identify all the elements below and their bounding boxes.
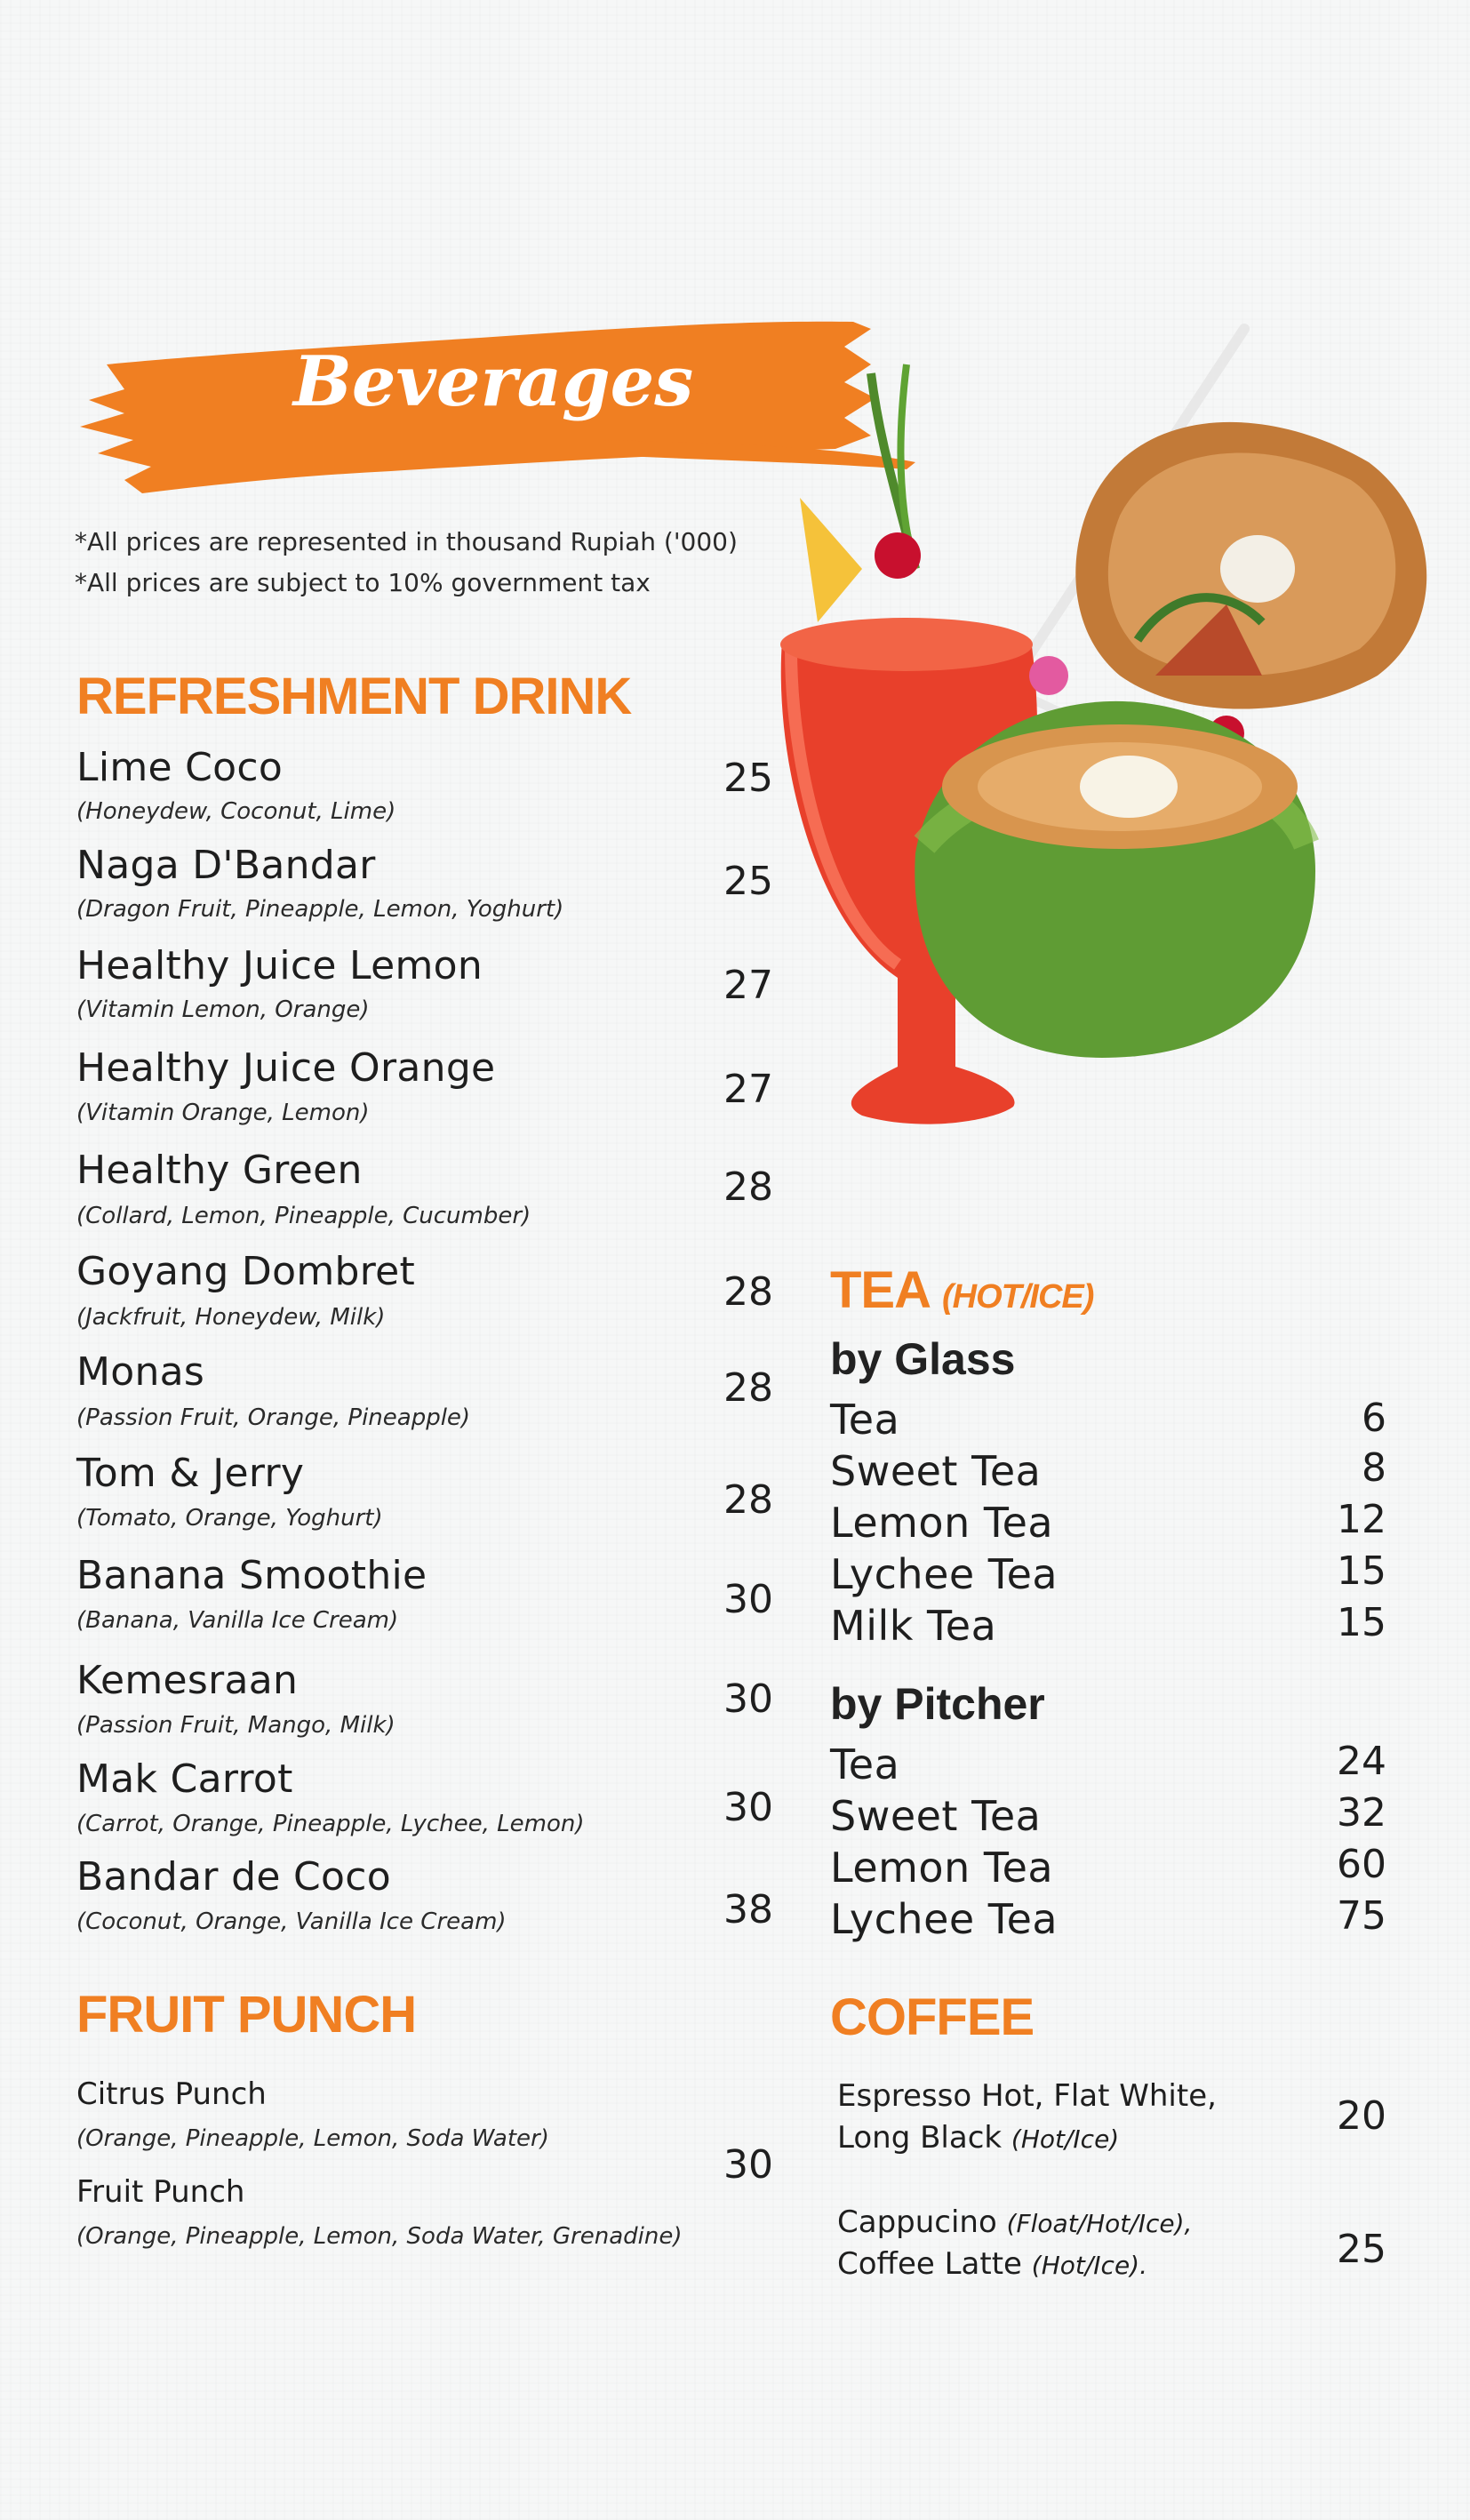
coffee-heading: COFFEE — [830, 1988, 1035, 2046]
coffee-name: Cappucino — [837, 2204, 997, 2240]
item-price: 75 — [1337, 1893, 1386, 1939]
list-item: Lime Coco — [76, 745, 284, 790]
list-item: Healthy Green — [76, 1148, 363, 1193]
list-item: Naga D'Bandar — [76, 843, 376, 888]
item-desc: (Passion Fruit, Mango, Milk) — [76, 1712, 395, 1739]
item-price: 27 — [723, 1067, 773, 1112]
tea-title: TEA — [830, 1261, 929, 1319]
item-desc: (Vitamin Orange, Lemon) — [76, 1100, 370, 1126]
item-price: 15 — [1337, 1600, 1386, 1645]
item-desc: (Passion Fruit, Orange, Pineapple) — [76, 1404, 471, 1431]
item-price: 30 — [723, 1785, 773, 1830]
tropical-drinks-image — [764, 302, 1458, 1227]
item-desc: (Dragon Fruit, Pineapple, Lemon, Yoghurt) — [76, 896, 564, 923]
item-desc: (Tomato, Orange, Yoghurt) — [76, 1505, 383, 1532]
item-price: 30 — [723, 1676, 773, 1722]
item-price: 12 — [1337, 1497, 1386, 1542]
coffee-note: (Float/Hot/Ice), — [1006, 2209, 1193, 2238]
list-item: Milk Tea — [830, 1602, 997, 1650]
item-price: 24 — [1337, 1739, 1386, 1784]
item-price: 8 — [1362, 1445, 1386, 1491]
item-desc: (Collard, Lemon, Pineapple, Cucumber) — [76, 1203, 531, 1229]
list-item: Mak Carrot — [76, 1756, 293, 1802]
list-item: Goyang Dombret — [76, 1249, 416, 1294]
list-item — [837, 2204, 1192, 2240]
item-desc: (Orange, Pineapple, Lemon, Soda Water, Grenadine) — [76, 2223, 683, 2250]
item-price: 32 — [1337, 1790, 1386, 1836]
item-price: 30 — [723, 1577, 773, 1622]
by-glass-heading: by Glass — [830, 1334, 1016, 1384]
list-item: Tea — [830, 1740, 900, 1788]
item-price: 28 — [723, 1164, 773, 1210]
item-price: 28 — [723, 1365, 773, 1411]
list-item: Healthy Juice Orange — [76, 1045, 496, 1091]
list-item: Sweet Tea — [830, 1447, 1042, 1495]
item-desc: (Vitamin Lemon, Orange) — [76, 996, 370, 1023]
list-item: Espresso Hot, Flat White, — [837, 2078, 1217, 2114]
list-item: Bandar de Coco — [76, 1854, 391, 1900]
list-item: Fruit Punch — [76, 2174, 245, 2210]
item-price: 20 — [1337, 2093, 1386, 2139]
item-desc: (Carrot, Orange, Pineapple, Lychee, Lemon) — [76, 1811, 585, 1837]
refreshment-heading: REFRESHMENT DRINK — [76, 668, 632, 725]
list-item: Monas — [76, 1349, 205, 1395]
list-item-line2 — [837, 2120, 1119, 2156]
tea-title-note: (HOT/ICE) — [941, 1278, 1094, 1316]
item-desc: (Jackfruit, Honeydew, Milk) — [76, 1304, 386, 1331]
item-price: 30 — [723, 2142, 773, 2188]
list-item: Lemon Tea — [830, 1844, 1054, 1892]
item-desc: (Orange, Pineapple, Lemon, Soda Water) — [76, 2125, 549, 2152]
coffee-note: (Hot/Ice) — [1011, 2124, 1120, 2154]
price-note: *All prices are represented in thousand Rupiah ('000) — [75, 527, 738, 556]
item-desc: (Honeydew, Coconut, Lime) — [76, 798, 396, 825]
item-price: 28 — [723, 1477, 773, 1523]
list-item: Lychee Tea — [830, 1550, 1059, 1598]
list-item: Tea — [830, 1396, 900, 1444]
item-desc: (Banana, Vanilla Ice Cream) — [76, 1607, 399, 1634]
list-item: Sweet Tea — [830, 1792, 1042, 1840]
tea-heading — [830, 1260, 1093, 1320]
list-item: Lemon Tea — [830, 1499, 1054, 1547]
item-price: 28 — [723, 1269, 773, 1315]
list-item-line2 — [837, 2246, 1147, 2282]
item-price: 6 — [1362, 1396, 1386, 1441]
list-item: Citrus Punch — [76, 2076, 267, 2112]
list-item: Banana Smoothie — [76, 1553, 427, 1598]
list-item: Lychee Tea — [830, 1895, 1059, 1943]
list-item: Kemesraan — [76, 1658, 299, 1703]
item-price: 25 — [723, 756, 773, 801]
item-price: 25 — [723, 859, 773, 904]
item-price: 60 — [1337, 1842, 1386, 1887]
by-pitcher-heading: by Pitcher — [830, 1679, 1045, 1729]
item-desc: (Coconut, Orange, Vanilla Ice Cream) — [76, 1908, 507, 1935]
coffee-note: (Hot/Ice). — [1031, 2251, 1148, 2280]
item-price: 25 — [1337, 2227, 1386, 2272]
list-item: Tom & Jerry — [76, 1451, 305, 1496]
item-price: 15 — [1337, 1548, 1386, 1594]
tax-note: *All prices are subject to 10% government tax — [75, 568, 651, 597]
coffee-name: Long Black — [837, 2120, 1003, 2156]
page-title: Beverages — [293, 341, 694, 422]
list-item: Healthy Juice Lemon — [76, 943, 483, 988]
fruit-punch-heading: FRUIT PUNCH — [76, 1986, 417, 2044]
coffee-name: Coffee Latte — [837, 2246, 1022, 2282]
item-price: 27 — [723, 963, 773, 1008]
item-price: 38 — [723, 1887, 773, 1932]
